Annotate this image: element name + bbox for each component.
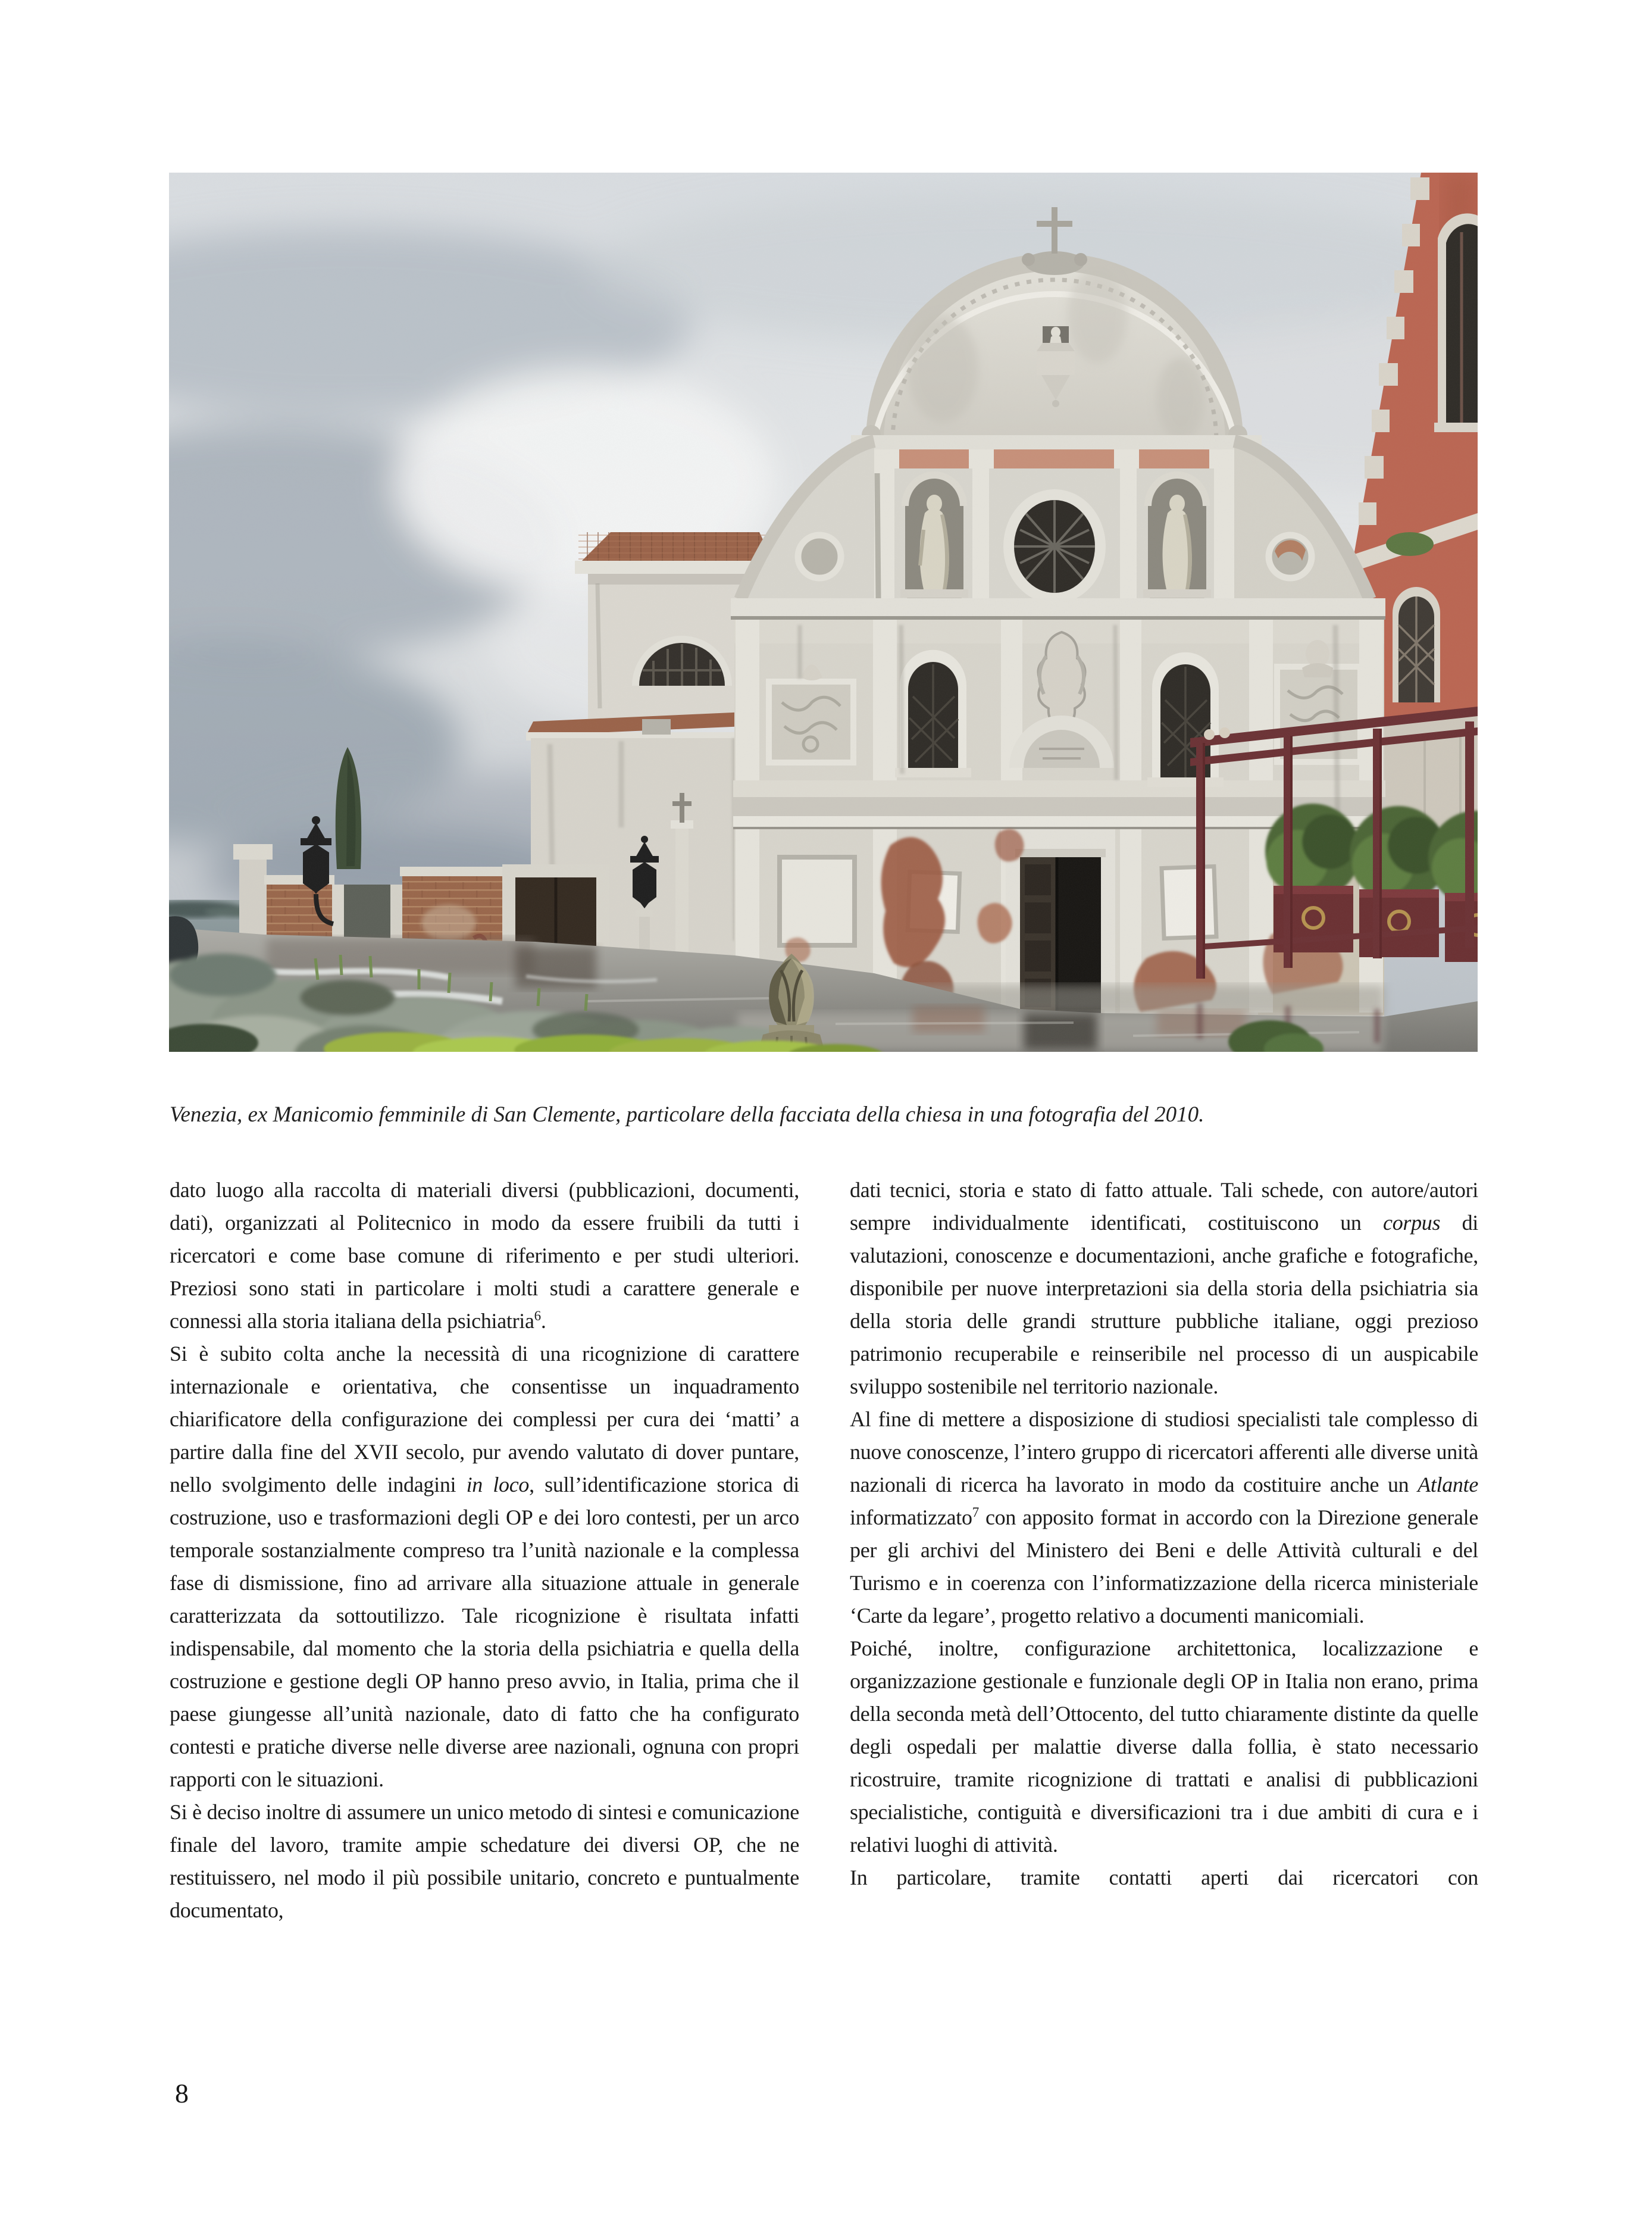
paragraph: dati tecnici, storia e stato di fatto attuale. Tali schede, con autore/autori sempre individualmente identificati, costituiscono un corpus di valutazioni, conoscenze e documentazioni, anche grafiche e fotografiche, disponibile per nuove interpretazioni sia della storia della psichiatria sia della storia delle grandi strutture pubbliche italiane, oggi prezioso patrimonio recuperabile e reinseribile nel processo di un auspicabile sviluppo sostenibile nel territorio nazionale. [850,1178,1478,1398]
paragraph: Si è subito colta anche la necessità di una ricognizione di carattere internazionale e orientativa, che consentisse un inquadramento chiarificatore della configurazione dei complessi per cura dei ‘matti’ a partire dalla fine del XVII secolo, pur avendo valutato di dover puntare, nello svolgimento delle indagini in loco, sull’identificazione storica di costruzione, uso e trasformazioni degli OP e dei loro contesti, per un arco temporale sostanzialmente compreso tra l’unità nazionale e la complessa fase di dismissione, fino ad arrivare alla situazione attuale in generale caratterizzata da sottoutilizzo. Tale ricognizione è risultata infatti indispensabile, dal momento che la storia della psichiatria e quella della costruzione e gestione degli OP hanno preso avvio, in Italia, prima che il paese giungesse all’unità nazionale, dato di fatto che ha configurato contesti e pratiche diverse nelle diverse aree nazionali, ognuna con propri rapporti con le situazioni. [170,1342,799,1791]
paragraph: Poiché, inoltre, configurazione architettonica, localizzazione e organizzazione gestionale e funzionale degli OP in Italia non erano, prima della seconda metà dell’Ottocento, del tutto chiaramente distinte da quelle degli ospedali per malattie diverse dalla follia, è stato necessario ricostruire, tramite ricognizione di trattati e analisi di pubblicazioni specialistiche, contiguità e diversificazioni tra i due ambiti di cura e i relativi luoghi di attività. [850,1636,1478,1857]
paragraph: Al fine di mettere a disposizione di studiosi specialisti tale complesso di nuove conoscenze, l’intero gruppo di ricercatori afferenti alle diverse unità nazionali di ricerca ha lavorato in modo da costituire anche un Atlante informatizzato$^7$ con apposito format in accordo con la Direzione generale per gli archivi del Ministero dei Beni e delle Attività culturali e del Turismo e in coerenza con l’informatizzazione della ricerca ministeriale ‘Carte da legare’, progetto relativo a documenti manicomiali. [850,1407,1478,1627]
paragraph: In particolare, tramite contatti aperti dai ricercatori con [850,1866,1478,1889]
column-left [170,1174,799,1927]
church-photo [169,173,1478,1052]
column-right [850,1174,1478,1894]
page-number: 8 [175,2078,189,2108]
paragraph: Si è deciso inoltre di assumere un unico metodo di sintesi e comunicazione finale del lavoro, tramite ampie schedature dei diversi OP, che ne restituissero, nel modo il più possibile unitario, concreto e puntualmente documentato, [170,1800,799,1922]
photo-grain [169,173,1478,1052]
paragraph: dato luogo alla raccolta di materiali diversi (pubblicazioni, documenti, dati), organizzati al Politecnico in modo da essere fruibili da tutti i ricercatori e come base comune di riferimento e per studi ulteriori. Preziosi sono stati in particolare i molti studi a carattere generale e connessi alla storia italiana della psichiatria$^6$. [170,1178,799,1333]
photo-caption: Venezia, ex Manicomio femminile di San Clemente, particolare della facciata della chiesa in una fotografia del 2010. [170,1102,1204,1127]
